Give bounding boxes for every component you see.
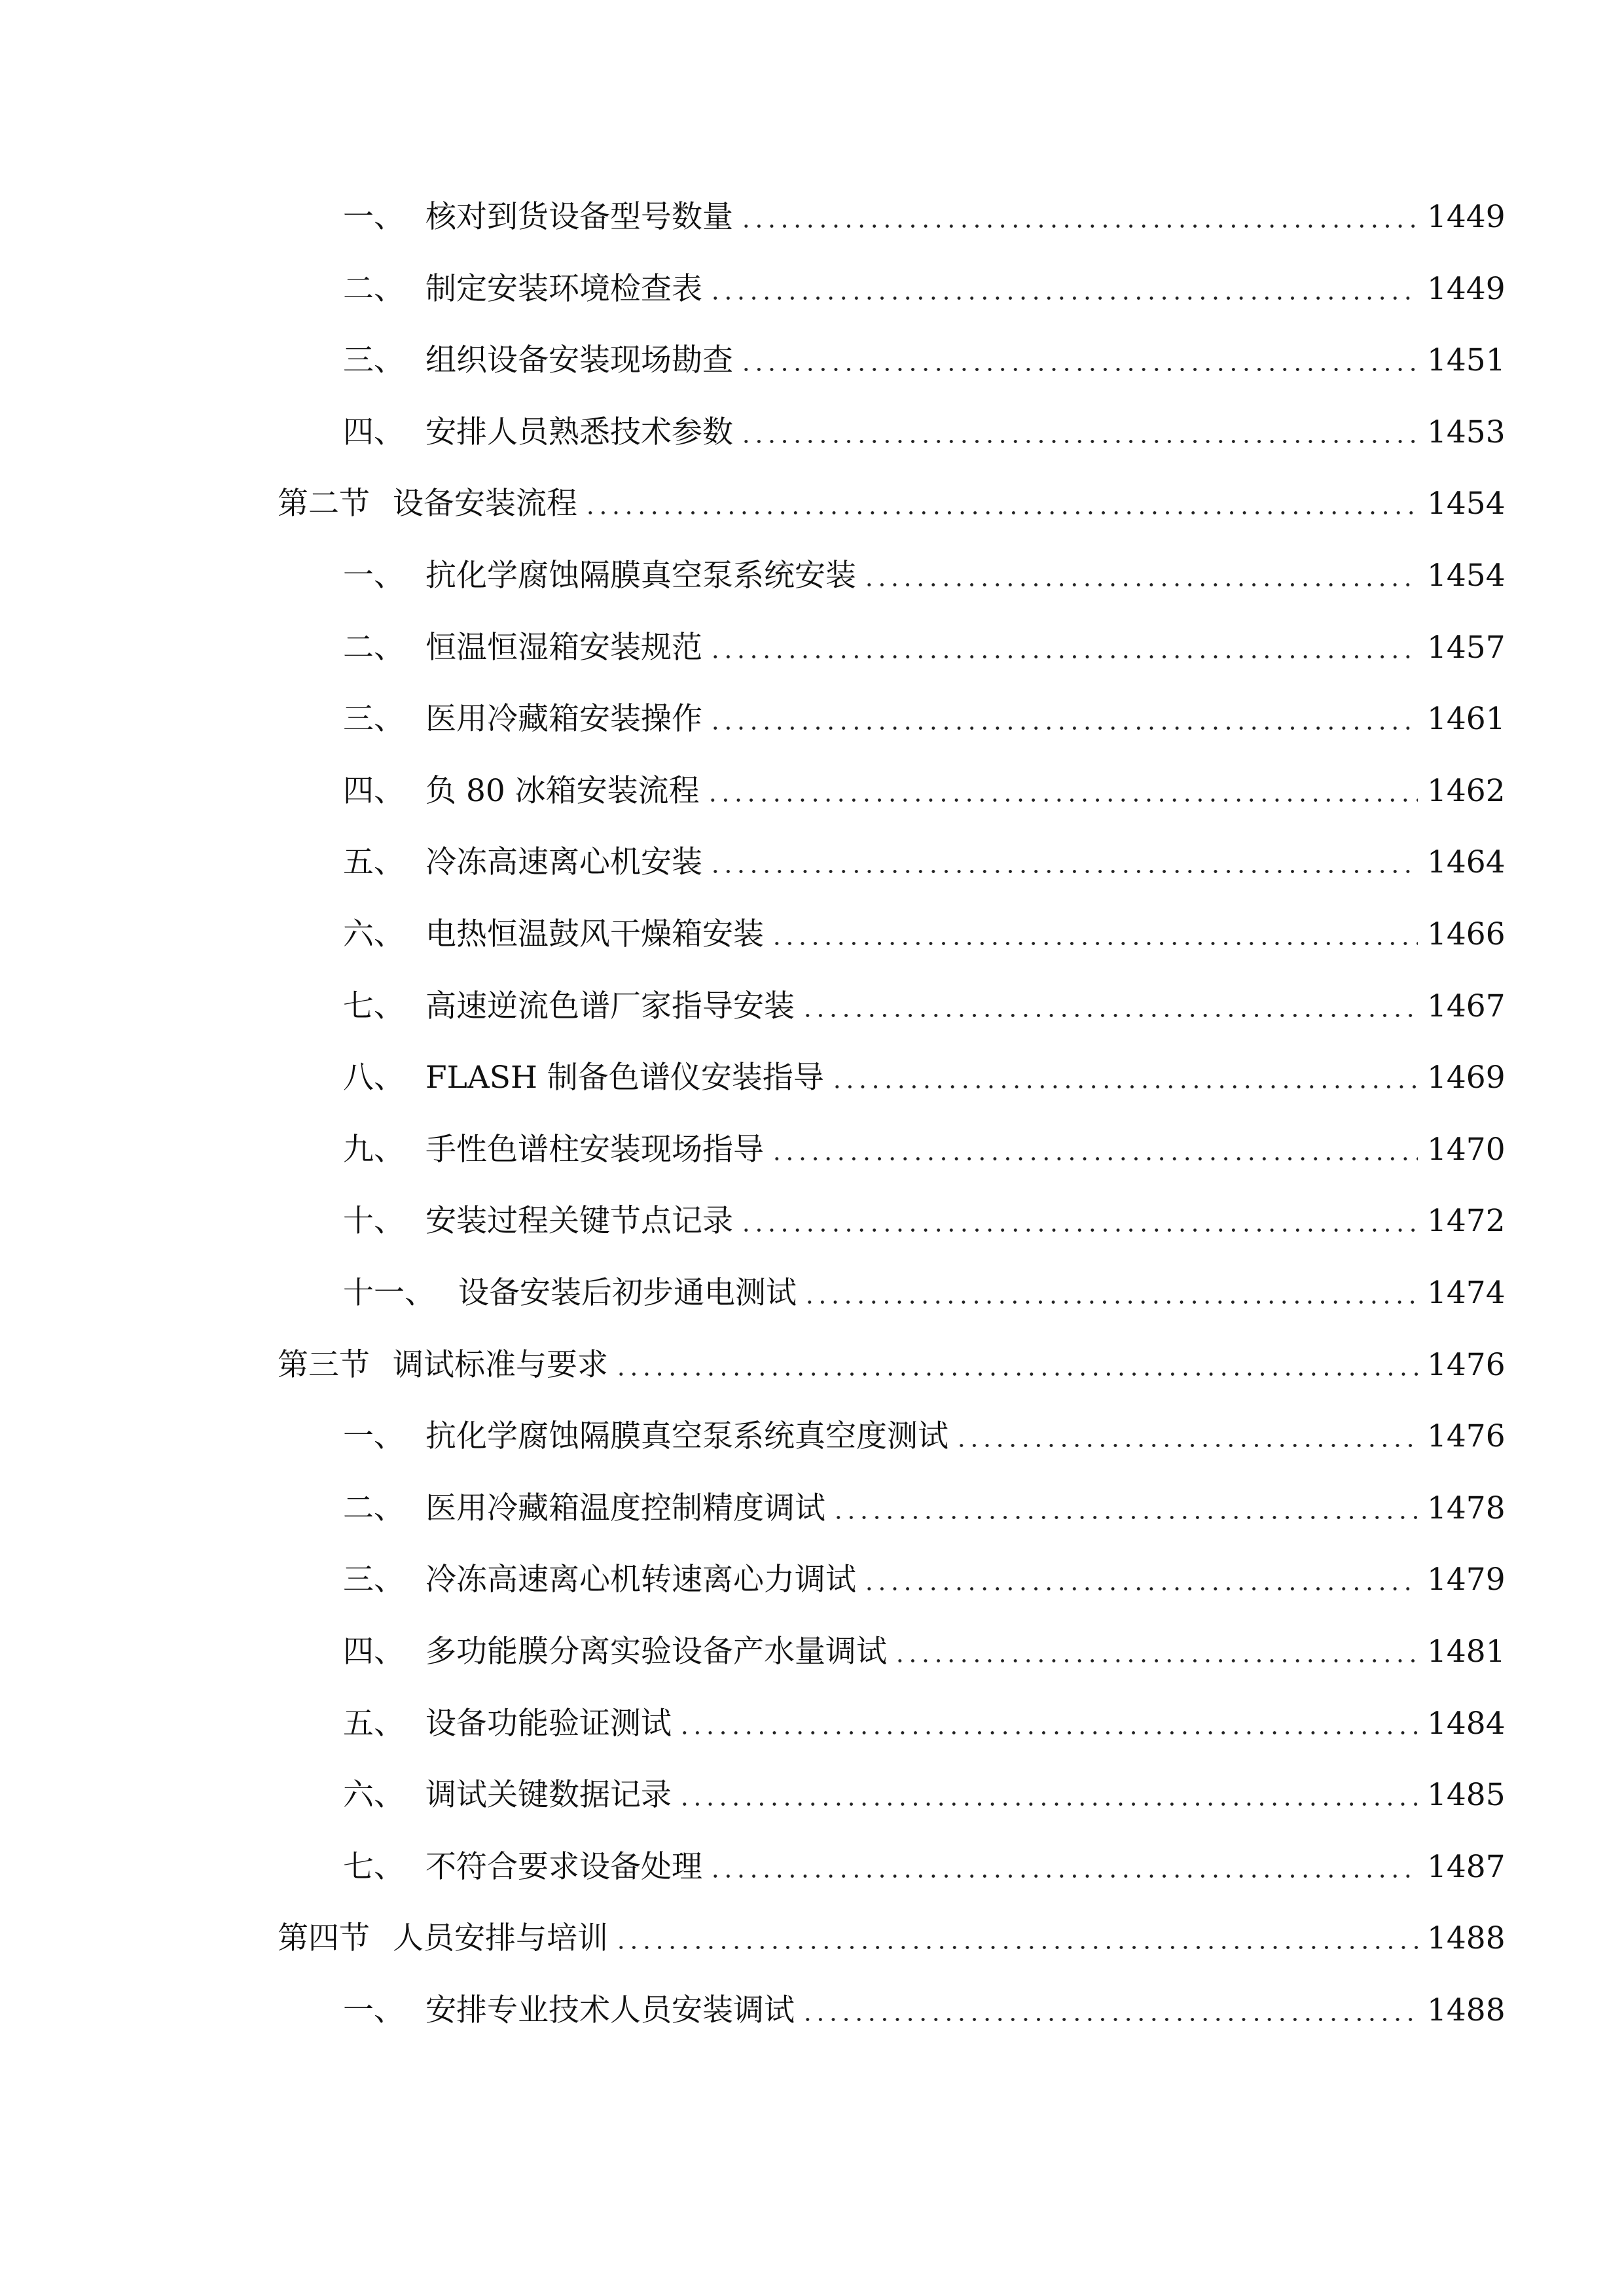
toc-entry-number: 四、	[343, 1634, 405, 1670]
dot-leader	[770, 1124, 1418, 1176]
dot-leader	[893, 1626, 1418, 1678]
toc-entry[interactable]	[278, 980, 1506, 1033]
toc-section-number: 第四节	[278, 1920, 370, 1956]
toc-entry-number: 二、	[343, 1490, 405, 1526]
toc-entry-page: 1464	[1427, 844, 1506, 880]
dot-leader	[709, 1841, 1418, 1893]
toc-entry-page: 1451	[1427, 342, 1506, 378]
dot-leader	[678, 1769, 1418, 1821]
toc-entry-number: 六、	[343, 1777, 405, 1813]
toc-entry-page: 1454	[1427, 486, 1506, 522]
toc-entry-number: 七、	[343, 988, 405, 1024]
toc-entry-title: 抗化学腐蚀隔膜真空泵系统真空度测试	[425, 1418, 948, 1454]
toc-entry-page: 1476	[1427, 1347, 1506, 1383]
dot-leader	[770, 908, 1418, 961]
toc-entry-number: 十一、	[343, 1275, 435, 1311]
toc-entry-page: 1478	[1427, 1490, 1506, 1526]
toc-entry-page: 1461	[1427, 701, 1506, 737]
toc-entry-number: 二、	[343, 630, 405, 666]
toc-entry-page: 1481	[1427, 1634, 1506, 1670]
toc-entry-page: 1487	[1427, 1849, 1506, 1885]
toc-section-number: 第三节	[278, 1347, 370, 1383]
toc-entry-title: 冷冻高速离心机转速离心力调试	[425, 1562, 856, 1598]
toc-entry[interactable]	[278, 693, 1506, 745]
toc-section-entry[interactable]	[278, 1912, 1506, 1965]
toc-entry-title: 安排人员熟悉技术参数	[425, 414, 733, 450]
toc-entry[interactable]	[278, 1267, 1506, 1319]
toc-entry[interactable]	[278, 908, 1506, 961]
toc-entry-page: 1488	[1427, 1920, 1506, 1956]
toc-entry-number: 三、	[343, 342, 405, 378]
toc-entry-page: 1462	[1427, 773, 1506, 809]
toc-section-title: 调试标准与要求	[393, 1347, 608, 1383]
toc-entry[interactable]	[278, 1124, 1506, 1176]
toc-section-title: 设备安装流程	[393, 486, 577, 522]
toc-entry-page: 1469	[1427, 1060, 1506, 1096]
toc-entry-title: 制定安装环境检查表	[425, 271, 702, 307]
toc-entry-title: 调试关键数据记录	[425, 1777, 672, 1813]
toc-entry-number: 七、	[343, 1849, 405, 1885]
toc-entry-title: 设备安装后初步通电测试	[458, 1275, 797, 1311]
toc-section-title: 人员安排与培训	[393, 1920, 608, 1956]
toc-entry-page: 1484	[1427, 1706, 1506, 1742]
toc-entry-page: 1474	[1427, 1275, 1506, 1311]
toc-entry[interactable]	[278, 765, 1506, 817]
toc-entry-title: 医用冷藏箱安装操作	[425, 701, 702, 737]
toc-entry-page: 1485	[1427, 1777, 1506, 1813]
toc-entry-title: 不符合要求设备处理	[425, 1849, 702, 1885]
dot-leader	[832, 1482, 1418, 1535]
toc-entry[interactable]	[278, 836, 1506, 889]
toc-entry[interactable]	[278, 1410, 1506, 1463]
toc-entry-number: 四、	[343, 414, 405, 450]
dot-leader	[955, 1410, 1418, 1463]
toc-entry[interactable]	[278, 1482, 1506, 1535]
toc-section-entry[interactable]	[278, 478, 1506, 530]
dot-leader	[863, 550, 1418, 602]
toc-entry-number: 九、	[343, 1132, 405, 1168]
toc-entry[interactable]	[278, 406, 1506, 459]
toc-entry-number: 八、	[343, 1060, 405, 1096]
dot-leader	[615, 1912, 1418, 1965]
toc-entry-title: 恒温恒湿箱安装规范	[425, 630, 702, 666]
toc-entry-title: 负 80 冰箱安装流程	[425, 773, 700, 809]
toc-entry-title: 设备功能验证测试	[425, 1706, 672, 1742]
dot-leader	[584, 478, 1418, 530]
dot-leader	[740, 334, 1418, 387]
toc-entry-number: 三、	[343, 701, 405, 737]
toc-entry-title: 核对到货设备型号数量	[425, 199, 733, 235]
toc-entry-title: 抗化学腐蚀隔膜真空泵系统安装	[425, 558, 856, 594]
toc-entry[interactable]	[278, 1984, 1506, 2037]
dot-leader	[706, 765, 1418, 817]
toc-entry-page: 1457	[1427, 630, 1506, 666]
toc-entry[interactable]	[278, 334, 1506, 387]
dot-leader	[801, 980, 1418, 1033]
toc-entry[interactable]	[278, 1626, 1506, 1678]
toc-entry-page: 1488	[1427, 1992, 1506, 2028]
dot-leader	[709, 622, 1418, 674]
dot-leader	[801, 1984, 1418, 2037]
toc-entry[interactable]	[278, 263, 1506, 315]
dot-leader	[709, 836, 1418, 889]
toc-entry-page: 1453	[1427, 414, 1506, 450]
toc-entry[interactable]	[278, 1769, 1506, 1821]
toc-entry-number: 五、	[343, 1706, 405, 1742]
toc-entry-number: 四、	[343, 773, 405, 809]
toc-entry-page: 1470	[1427, 1132, 1506, 1168]
toc-entry-title: 医用冷藏箱温度控制精度调试	[425, 1490, 825, 1526]
toc-entry-number: 一、	[343, 1418, 405, 1454]
toc-entry-title: 手性色谱柱安装现场指导	[425, 1132, 764, 1168]
dot-leader	[803, 1267, 1418, 1319]
toc-entry[interactable]	[278, 191, 1506, 243]
toc-entry-title: 组织设备安装现场勘查	[425, 342, 733, 378]
dot-leader	[709, 263, 1418, 315]
toc-entry[interactable]	[278, 1698, 1506, 1750]
toc-entry-page: 1466	[1427, 916, 1506, 952]
toc-entry-number: 五、	[343, 844, 405, 880]
toc-entry-page: 1479	[1427, 1562, 1506, 1598]
toc-entry[interactable]	[278, 1195, 1506, 1247]
dot-leader	[709, 693, 1418, 745]
toc-entry[interactable]	[278, 622, 1506, 674]
toc-entry-page: 1449	[1427, 199, 1506, 235]
toc-section-number: 第二节	[278, 486, 370, 522]
toc-entry-number: 三、	[343, 1562, 405, 1598]
toc-entry-page: 1467	[1427, 988, 1506, 1024]
toc-entry-title: FLASH 制备色谱仪安装指导	[425, 1060, 824, 1096]
toc-entry-number: 六、	[343, 916, 405, 952]
toc-entry-number: 二、	[343, 271, 405, 307]
dot-leader	[740, 191, 1418, 243]
toc-entry-number: 一、	[343, 558, 405, 594]
dot-leader	[740, 1195, 1418, 1247]
toc-entry-number: 一、	[343, 199, 405, 235]
toc-entry-title: 多功能膜分离实验设备产水量调试	[425, 1634, 887, 1670]
toc-entry-number: 一、	[343, 1992, 405, 2028]
toc-entry-title: 安装过程关键节点记录	[425, 1203, 733, 1239]
toc-entry-title: 电热恒温鼓风干燥箱安装	[425, 916, 764, 952]
toc-entry[interactable]	[278, 1554, 1506, 1606]
toc-section-entry[interactable]	[278, 1339, 1506, 1391]
toc-entry[interactable]	[278, 1052, 1506, 1104]
dot-leader	[740, 406, 1418, 459]
toc-entry-page: 1454	[1427, 558, 1506, 594]
toc-entry[interactable]	[278, 550, 1506, 602]
toc-entry-title: 高速逆流色谱厂家指导安装	[425, 988, 795, 1024]
toc-entry-page: 1476	[1427, 1418, 1506, 1454]
toc-entry[interactable]	[278, 1841, 1506, 1893]
dot-leader	[863, 1554, 1418, 1606]
toc-entry-page: 1449	[1427, 271, 1506, 307]
dot-leader	[831, 1052, 1418, 1104]
toc-entry-title: 安排专业技术人员安装调试	[425, 1992, 795, 2028]
toc-entry-title: 冷冻高速离心机安装	[425, 844, 702, 880]
toc-entry-number: 十、	[343, 1203, 405, 1239]
dot-leader	[678, 1698, 1418, 1750]
dot-leader	[615, 1339, 1418, 1391]
toc-entry-page: 1472	[1427, 1203, 1506, 1239]
